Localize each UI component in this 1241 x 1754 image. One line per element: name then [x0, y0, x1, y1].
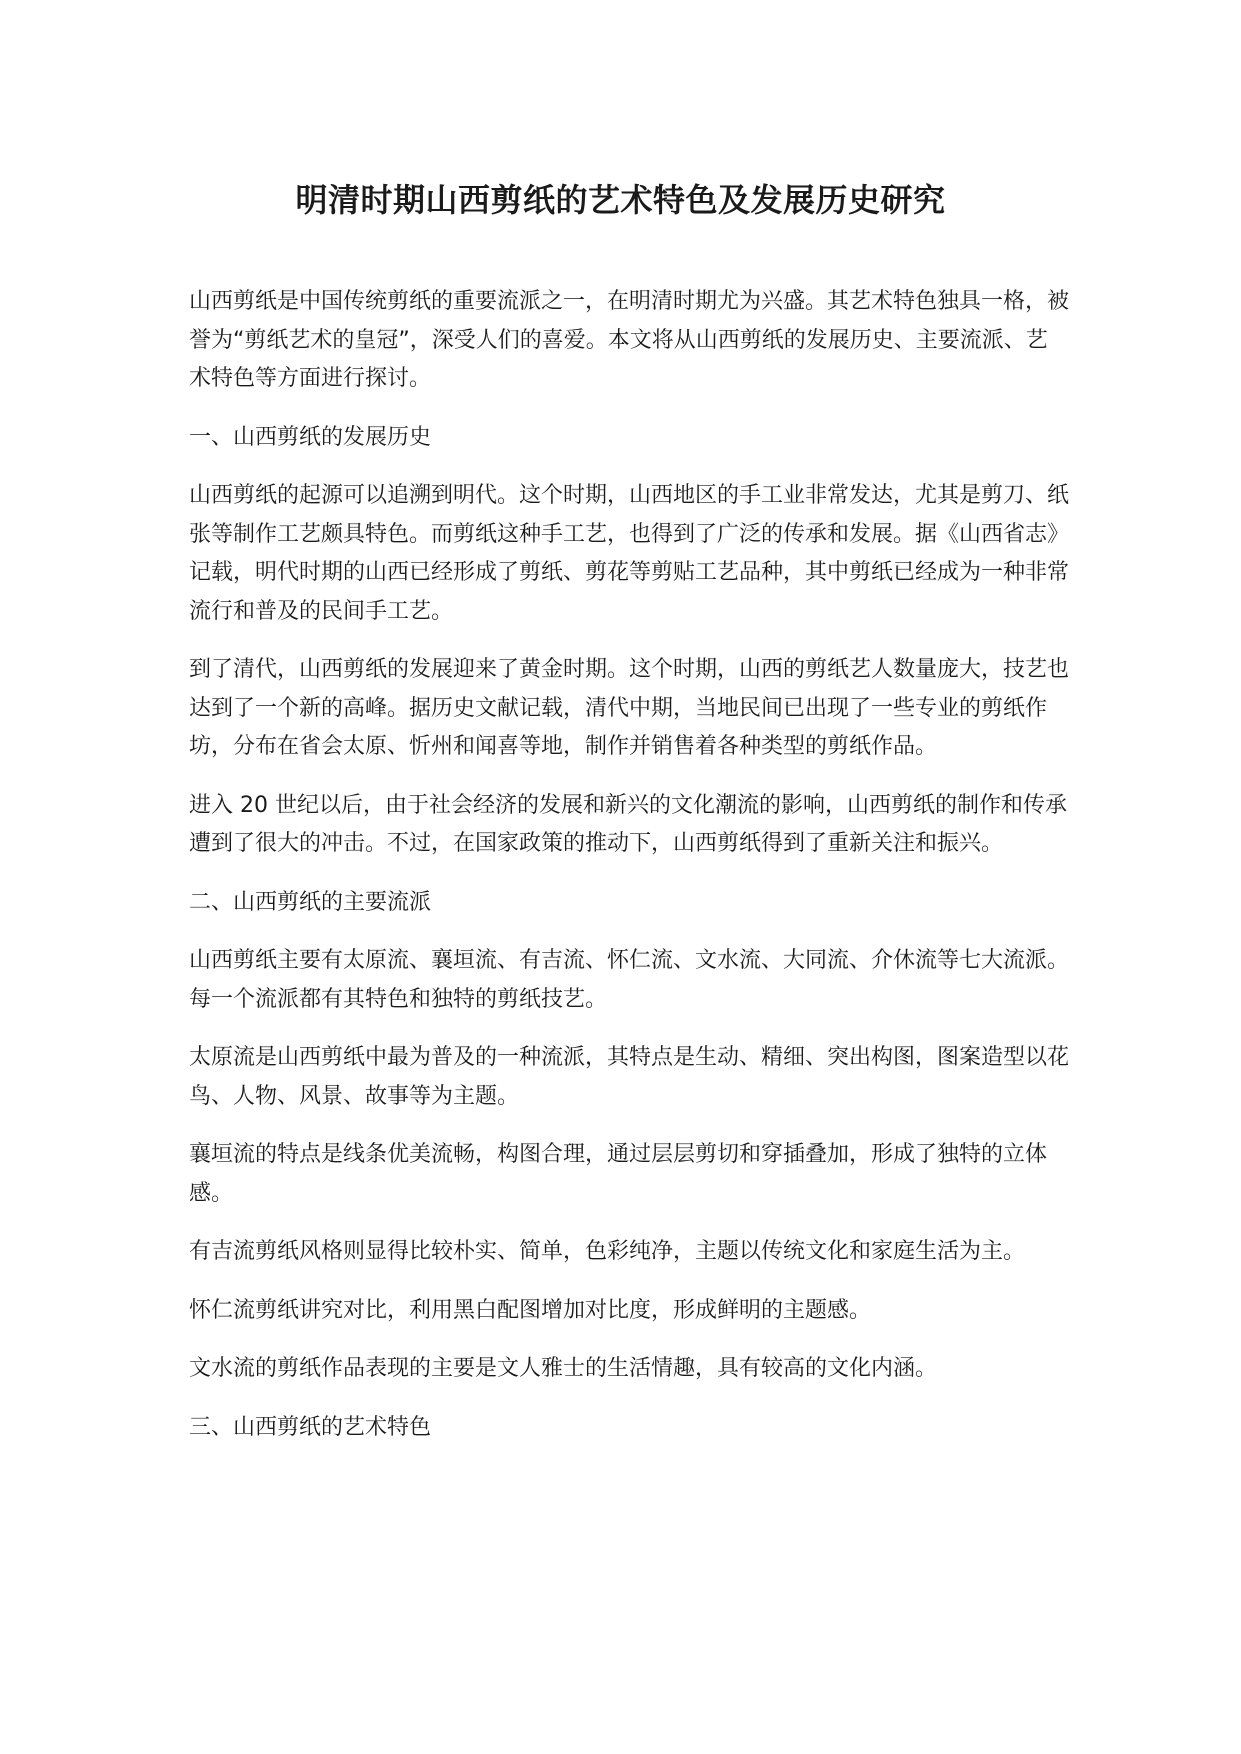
section-heading-schools: 二、山西剪纸的主要流派 — [189, 889, 432, 915]
document-body — [189, 283, 1069, 1467]
section-heading-history: 一、山西剪纸的发展历史 — [189, 424, 432, 450]
section-heading-art-features: 三、山西剪纸的艺术特色 — [189, 1414, 432, 1440]
school-youji-paragraph: 有吉流剪纸风格则显得比较朴实、简单，色彩纯净，主题以传统文化和家庭生活为主。 — [189, 1239, 1026, 1264]
history-paragraph-qing: 到了清代，山西剪纸的发展迎来了黄金时期。这个时期，山西的剪纸艺人数量庞大，技艺也达到了一个新的高峰。据历史文献记载，清代中期，当地民间已出现了一些专业的剪纸作坊，分布在省会太原、忻州和闻喜等地，制作并销售着各种类型的剪纸作品。 — [189, 657, 1070, 759]
history-paragraph-ming: 山西剪纸的起源可以追溯到明代。这个时期，山西地区的手工业非常发达，尤其是剪刀、纸张等制作工艺颇具特色。而剪纸这种手工艺，也得到了广泛的传承和发展。据《山西省志》记载，明代时期的山西已经形成了剪纸、剪花等剪贴工艺品种，其中剪纸已经成为一种非常流行和普及的民间手工艺。 — [189, 483, 1070, 624]
school-xiangyuan-paragraph: 襄垣流的特点是线条优美流畅，构图合理，通过层层剪切和穿插叠加，形成了独特的立体感。 — [189, 1142, 1048, 1206]
schools-overview-paragraph: 山西剪纸主要有太原流、襄垣流、有吉流、怀仁流、文水流、大同流、介休流等七大流派。每一个流派都有其特色和独特的剪纸技艺。 — [189, 948, 1070, 1012]
school-taiyuan-paragraph: 太原流是山西剪纸中最为普及的一种流派，其特点是生动、精细、突出构图，图案造型以花鸟、人物、风景、故事等为主题。 — [189, 1045, 1070, 1109]
history-paragraph-modern: 进入 20 世纪以后，由于社会经济的发展和新兴的文化潮流的影响，山西剪纸的制作和传承遭到了很大的冲击。不过，在国家政策的推动下，山西剪纸得到了重新关注和振兴。 — [189, 792, 1067, 856]
document-title: 明清时期山西剪纸的艺术特色及发展历史研究 — [295, 181, 946, 219]
school-huairen-paragraph: 怀仁流剪纸讲究对比，利用黑白配图增加对比度，形成鲜明的主题感。 — [189, 1297, 872, 1323]
intro-paragraph: 山西剪纸是中国传统剪纸的重要流派之一，在明清时期尤为兴盛。其艺术特色独具一格，被誉为“剪纸艺术的皇冠”，深受人们的喜爱。本文将从山西剪纸的发展历史、主要流派、艺术特色等方面进行探讨。 — [189, 289, 1070, 391]
school-wenshui-paragraph: 文水流的剪纸作品表现的主要是文人雅士的生活情趣，具有较高的文化内涵。 — [189, 1356, 938, 1381]
